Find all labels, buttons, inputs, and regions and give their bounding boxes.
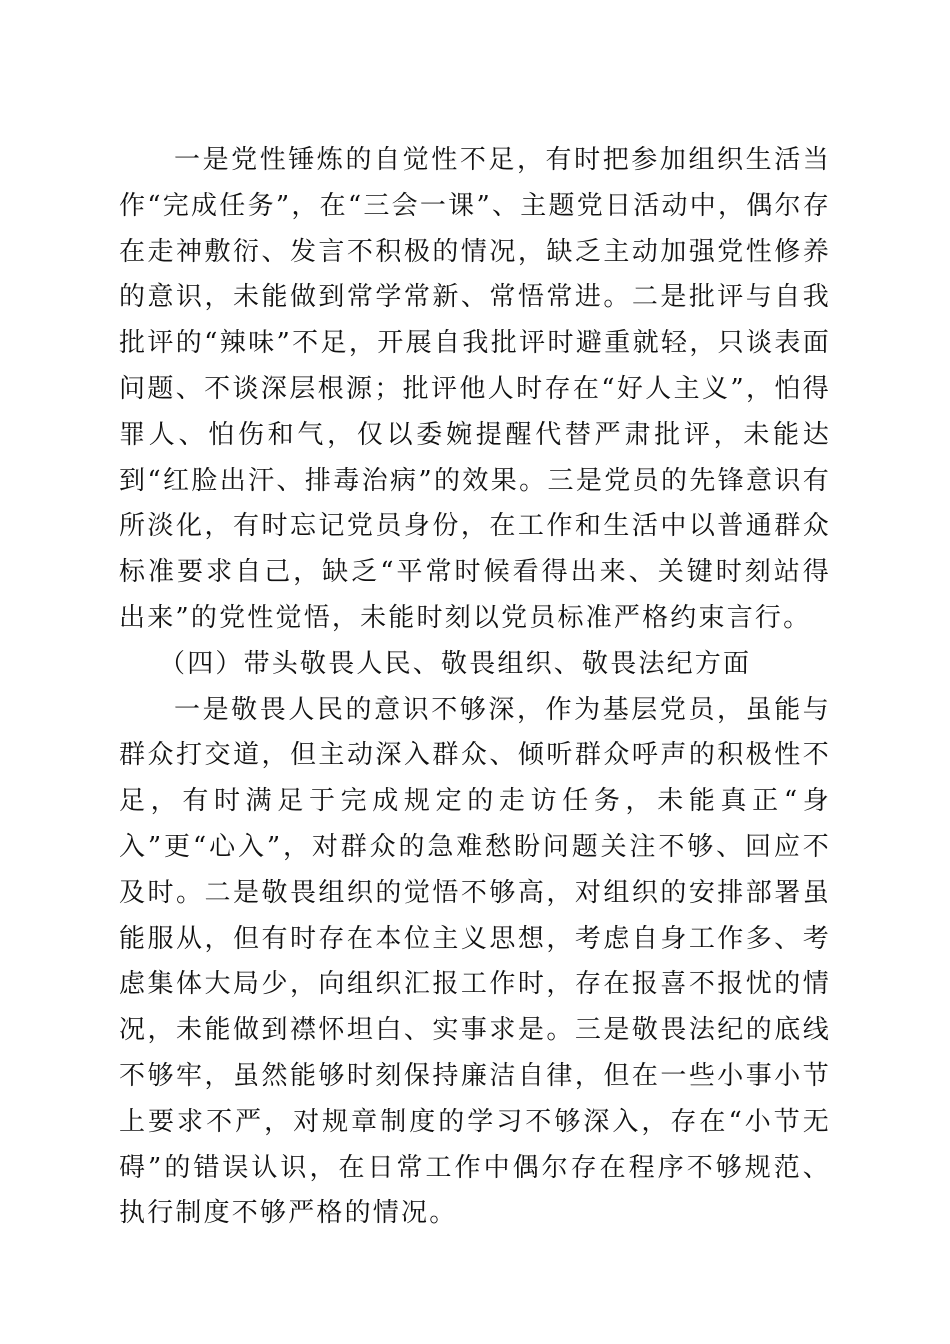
- paragraph-party-spirit: 一是党性锤炼的自觉性不足，有时把参加组织生活当作“完成任务”，在“三会一课”、主题党日活动中，偶尔存在走神敷衍、发言不积极的情况，缺乏主动加强党性修养的意识，未能做到常学常新、常悟常进。二是批评与自我批评的“辣味”不足，开展自我批评时避重就轻，只谈表面问题、不谈深层根源；批评他人时存在“好人主义”，怕得罪人、怕伤和气，仅以委婉提醒代替严肃批评，未能达到“红脸出汗、排毒治病”的效果。三是党员的先锋意识有所淡化，有时忘记党员身份，在工作和生活中以普通群众标准要求自己，缺乏“平常时候看得出来、关键时刻站得出来”的党性觉悟，未能时刻以党员标准严格约束言行。: [119, 145, 831, 633]
- body-text: [119, 138, 831, 1237]
- paragraph-reverence: 一是敬畏人民的意识不够深，作为基层党员，虽能与群众打交道，但主动深入群众、倾听群众呼声的积极性不足，有时满足于完成规定的走访任务，未能真正“身入”更“心入”，对群众的急难愁盼问题关注不够、回应不及时。二是敬畏组织的觉悟不够高，对组织的安排部署虽能服从，但有时存在本位主义思想，考虑自身工作多、考虑集体大局少，向组织汇报工作时，存在报喜不报忧的情况，未能做到襟怀坦白、实事求是。三是敬畏法纪的底线不够牢，虽然能够时刻保持廉洁自律，但在一些小事小节上要求不严，对规章制度的学习不够深入，存在“小节无碍”的错误认识，在日常工作中偶尔存在程序不够规范、执行制度不够严格的情况。: [119, 694, 831, 1229]
- section-heading-four: （四）带头敬畏人民、敬畏组织、敬畏法纪方面: [159, 648, 752, 679]
